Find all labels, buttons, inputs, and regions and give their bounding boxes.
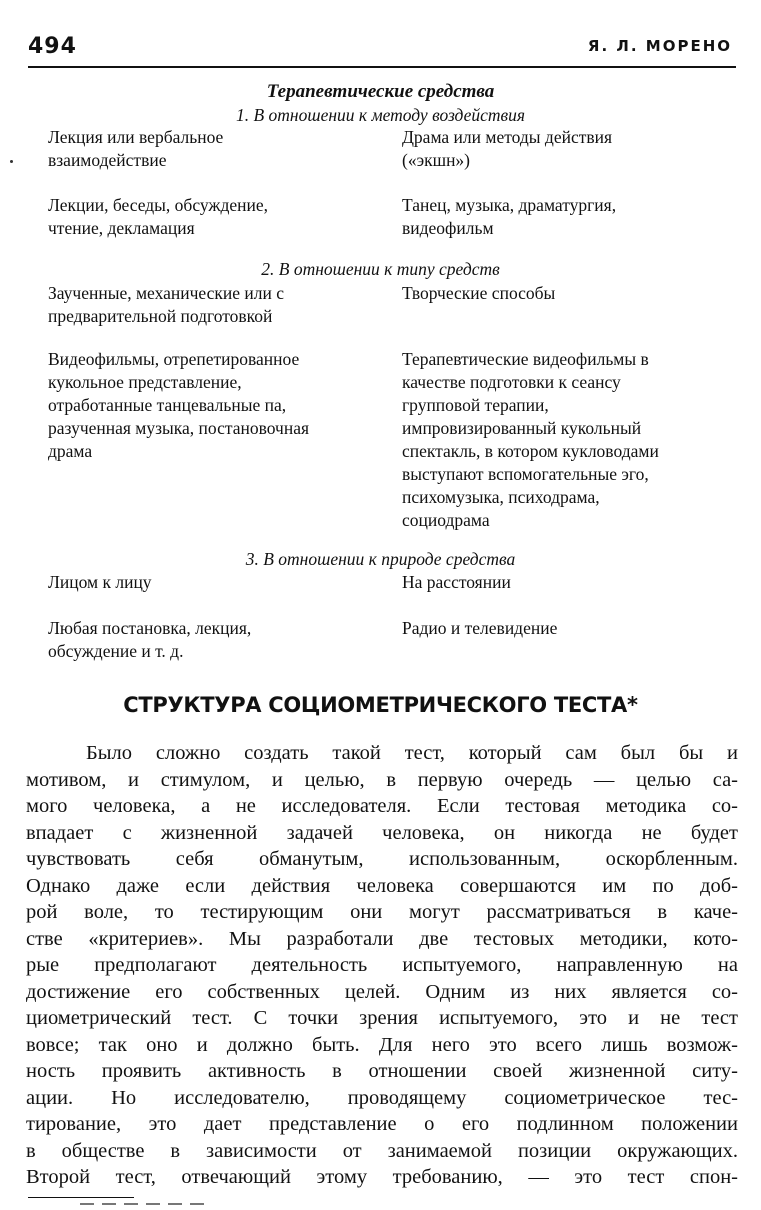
- group-2-left-head: Заученные, механические или с предварительной подготовкой: [48, 283, 284, 326]
- paragraph-line: мотивом, и стимулом, и целью, в первую очередь — целью са-: [26, 768, 738, 791]
- body-paragraph: [26, 740, 738, 1191]
- footnote-cutoff: [80, 1203, 280, 1210]
- header-rule: [28, 66, 736, 68]
- footnote-rule: [28, 1197, 134, 1198]
- group-caption-3: 3. В отношении к природе средства: [245, 549, 516, 569]
- paragraph-line: мого человека, а не исследователя. Если тестовая методика со-: [26, 795, 738, 817]
- paragraph-line: вовсе; так оно и должно быть. Для него это всего лишь возмож-: [26, 1033, 738, 1056]
- group-3-right-body: Радио и телевидение: [402, 618, 558, 638]
- table-title: Терапевтические средства: [266, 81, 495, 102]
- paragraph-line: циометрический тест. С точки зрения испытуемого, это и не тест: [26, 1007, 738, 1029]
- paragraph-line: ность проявить активность в отношении своей жизненной ситу-: [26, 1060, 738, 1082]
- group-3-left-head: Лицом к лицу: [48, 572, 152, 592]
- paragraph-line: рые предполагают деятельность испытуемого, направленную на: [26, 954, 738, 976]
- group-caption-2: 2. В отношении к типу средств: [261, 259, 500, 279]
- group-1-left-head: Лекция или вербальное взаимодействие: [48, 127, 224, 170]
- paragraph-line: рой воле, то тестирующим они могут рассматриваться в каче-: [26, 901, 738, 923]
- page-number: 494: [28, 34, 77, 59]
- paragraph-line: впадает с жизненной задачей человека, он никогда не будет: [26, 821, 738, 844]
- group-3-left-body: Любая постановка, лекция, обсуждение и т. д.: [48, 618, 252, 661]
- group-caption-1: 1. В отношении к методу воздействия: [235, 105, 526, 125]
- running-header: [28, 34, 736, 64]
- group-1-left-body: Лекции, беседы, обсуждение, чтение, декламация: [48, 195, 269, 238]
- group-2-right-body: Терапевтические видеофильмы в качестве подготовки к сеансу групповой терапии, импровизированный кукольный спектакль, в котором кукловодами выступают вспомогательные эго, психомузыка, психодрама, социодрама: [402, 349, 659, 530]
- paragraph-line: ации. Но исследователю, проводящему социометрическое тес-: [26, 1086, 738, 1109]
- group-2-left-body: Видеофильмы, отрепетированное кукольное представление, отработанные танцевальные па, разученная музыка, постановочная драма: [48, 349, 310, 461]
- paragraph-line: тирование, это дает представление о его подлинном положении: [26, 1113, 738, 1135]
- paragraph-line: Было сложно создать такой тест, который сам был бы и: [86, 742, 738, 764]
- paragraph-line: стве «критериев». Мы разработали две тестовых методики, кото-: [26, 927, 738, 950]
- group-3-right-head: На расстоянии: [402, 572, 511, 592]
- group-1-right-head: Драма или методы действия («экшн»): [402, 127, 613, 170]
- group-1-right-body: Танец, музыка, драматургия, видеофильм: [402, 195, 617, 238]
- paragraph-line: Однако даже если действия человека совершаются им по доб-: [26, 874, 738, 897]
- paragraph-line: чувствовать себя обманутым, использованным, оскорбленным.: [26, 848, 738, 870]
- group-2-right-head: Творческие способы: [402, 283, 556, 303]
- paragraph-line: достижение его собственных целей. Одним из них является со-: [26, 980, 738, 1003]
- paragraph-line: в обществе в зависимости от занимаемой позиции окружающих.: [26, 1139, 738, 1162]
- section-title: СТРУКТУРА СОЦИОМЕТРИЧЕСКОГО ТЕСТА*: [123, 693, 638, 717]
- scan-speck: [10, 160, 13, 163]
- paragraph-line: Второй тест, отвечающий этому требованию, — это тест спон-: [26, 1166, 738, 1188]
- running-head-author: Я. Л. МОРЕНО: [587, 37, 732, 55]
